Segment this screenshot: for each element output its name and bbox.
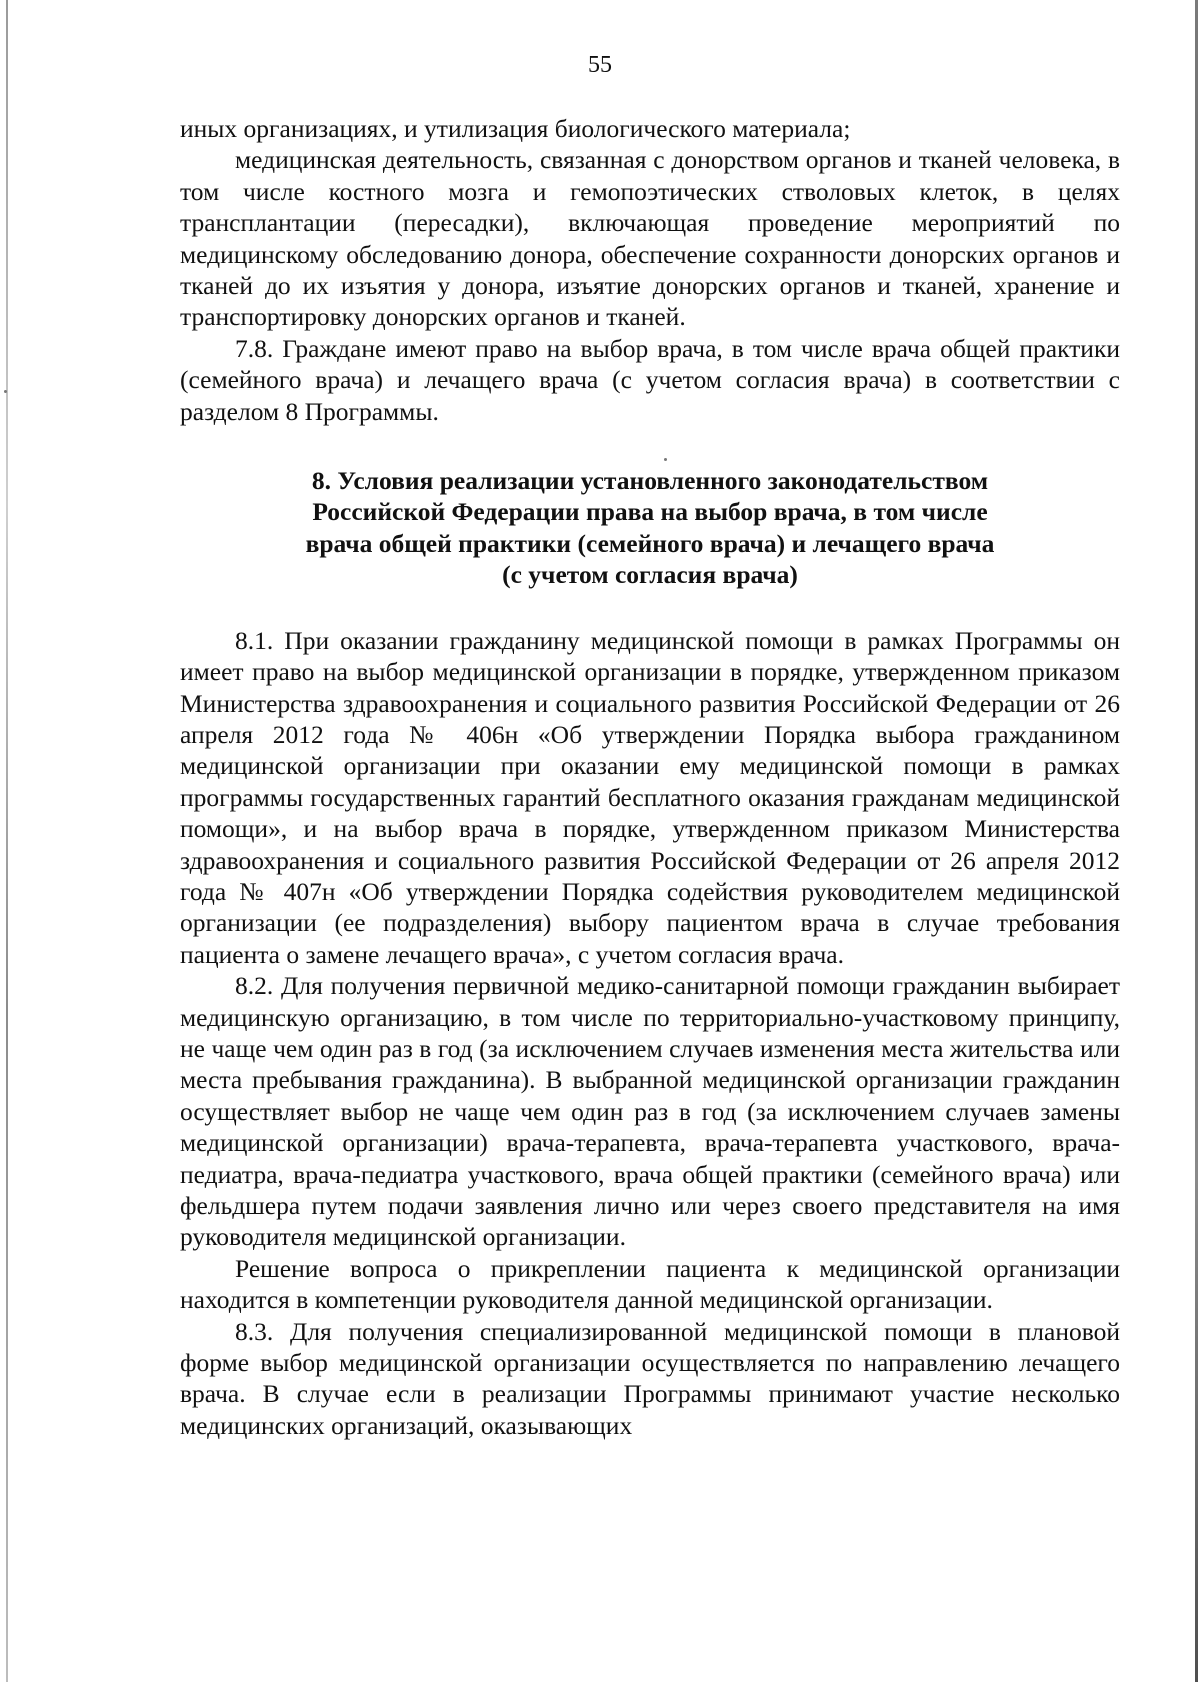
scan-speck	[4, 390, 7, 393]
section-heading	[180, 465, 1120, 591]
paragraph: иных организациях, и утилизация биологического материала;	[180, 114, 851, 143]
paragraph: медицинская деятельность, связанная с донорством органов и тканей человека, в том числе костного мозга и гемопоэтических стволовых клеток, в целях трансплантации (пересадки), включающая проведение мероприятий по медицинскому обследованию донора, обеспечение сохранности донорских органов и тканей до их изъятия у донора, изъятие донорских органов и тканей, хранение и транспортировку донорских органов и тканей.	[180, 145, 1120, 332]
paragraph: 8.3. Для получения специализированной медицинской помощи в плановой форме выбор медицинской организации осуществляется по направлению лечащего врача. В случае если в реализации Программы принимают участие несколько медицинских организаций, оказывающих	[180, 1316, 1120, 1440]
section-heading-line: Российской Федерации права на выбор врача, в том числе	[312, 497, 988, 527]
section-heading-line: врача общей практики (семейного врача) и лечащего врача	[305, 528, 995, 558]
paragraph: Решение вопроса о прикреплении пациента к медицинской организации находится в компетенции руководителя данной медицинской организации.	[180, 1253, 1120, 1315]
scan-edge-right	[1195, 0, 1198, 1682]
paragraph: 8.2. Для получения первичной медико-санитарной помощи гражданин выбирает медицинскую организацию, в том числе по территориально-участковому принципу, не чаще чем один раз в год (за исключением случаев изменения места жительства или места пребывания гражданина). В выбранной медицинской организации гражданин осуществляет выбор не чаще чем один раз в год (за исключением случаев замены медицинской организации) врача-терапевта, врача-терапевта участкового, врача-педиатра, врача-педиатра участкового, врача общей практики (семейного врача) или фельдшера путем подачи заявления лично или через своего представителя на имя руководителя медицинской организации.	[180, 971, 1120, 1252]
scan-edge-left	[6, 0, 8, 1682]
document-body	[180, 113, 1120, 1441]
section-heading-line: 8. Условия реализации установленного законодательством	[311, 466, 989, 496]
paragraph: 8.1. При оказании гражданину медицинской помощи в рамках Программы он имеет право на выбор медицинской организации в порядке, утвержденном приказом Министерства здравоохранения и социального развития Российской Федерации от 26 апреля 2012 года № 406н «Об утверждении Порядка выбора гражданином медицинской организации при оказании ему медицинской помощи в рамках программы государственных гарантий бесплатного оказания гражданам медицинской помощи», и на выбор врача в порядке, утвержденном приказом Министерства здравоохранения и социального развития Российской Федерации от 26 апреля 2012 года № 407н «Об утверждении Порядка содействия руководителем медицинской организации (ее подразделения) выбору пациентом врача в случае требования пациента о замене лечащего врача», с учетом согласия врача.	[180, 625, 1120, 969]
section-heading-line: (с учетом согласия врача)	[502, 560, 798, 590]
page-number: 55	[588, 52, 612, 78]
paragraph: 7.8. Граждане имеют право на выбор врача, в том числе врача общей практики (семейного врача) и лечащего врача (с учетом согласия врача) в соответствии с разделом 8 Программы.	[180, 333, 1120, 426]
